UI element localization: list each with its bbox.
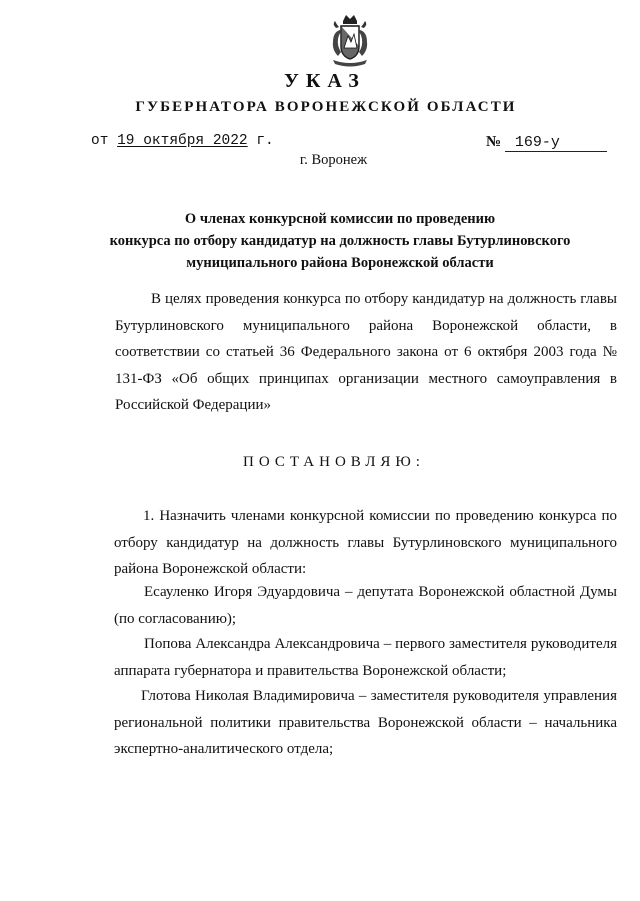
decree-number	[486, 134, 607, 152]
heading-line-3: муниципального района Воронежской области	[186, 255, 494, 271]
decree-date	[91, 133, 274, 149]
commission-member-3: Глотова Николая Владимировича – заместителя руководителя управления региональной политики правительства Воронежской области – начальника экспертно-аналитического отдела;	[114, 688, 617, 757]
decree-heading	[100, 208, 580, 274]
number-value: 169-у	[505, 135, 607, 152]
date-prefix: от	[91, 133, 109, 149]
date-suffix: г.	[256, 133, 274, 149]
resolve-heading: ПОСТАНОВЛЯЮ:	[243, 454, 425, 470]
heading-line-2: конкурса по отбору кандидатур на должность главы Бутурлиновского	[109, 233, 571, 249]
commission-member-2: Попова Александра Александровича – первого заместителя руководителя аппарата губернатора и правительства Воронежской области;	[114, 636, 617, 679]
voronezh-coat-of-arms-icon	[327, 12, 373, 68]
issuer-title: ГУБЕРНАТОРА ВОРОНЕЖСКОЙ ОБЛАСТИ	[135, 99, 517, 115]
commission-member-1: Есауленко Игоря Эдуардовича – депутата Воронежской областной Думы (по согласованию);	[114, 584, 617, 627]
preamble-paragraph: В целях проведения конкурса по отбору кандидатур на должность главы Бутурлиновского муниципального района Воронежской области, в соответствии со статьей 36 Федерального закона от 6 октября 2003 года № 131-ФЗ «Об общих принципах организации местного самоуправления в Российской Федерации»	[115, 291, 617, 413]
number-sign: №	[486, 134, 502, 150]
document-type-title: УКАЗ	[284, 70, 366, 92]
item-1-paragraph: 1. Назначить членами конкурсной комиссии по проведению конкурса по отбору кандидатур на должность главы Бутурлиновского муниципального района Воронежской области:	[114, 508, 617, 577]
heading-line-1: О членах конкурсной комиссии по проведению	[184, 211, 496, 227]
city-line: г. Воронеж	[299, 152, 368, 168]
date-value: 19 октября 2022	[117, 133, 248, 149]
